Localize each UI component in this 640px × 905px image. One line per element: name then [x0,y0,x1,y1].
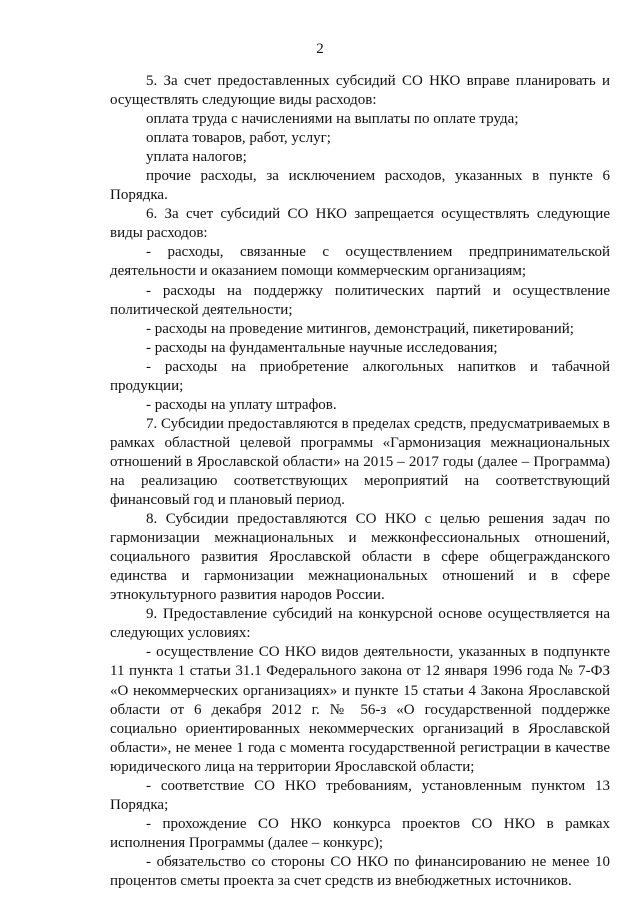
list-item-business: - расходы, связанные с осуществлением предпринимательской деятельности и оказанием помощи коммерческим организациям; [110,244,610,280]
list-item-labor: оплата труда с начислениями на выплаты по оплате труда; [146,111,519,128]
list-item-alcohol: - расходы на приобретение алкогольных напитков и табачной продукции; [110,358,610,394]
paragraph-5-intro: 5. За счет предоставленных субсидий СО НКО вправе планировать и осуществлять следующие виды расходов: [110,73,610,109]
list-item-rallies: - расходы на проведение митингов, демонстраций, пикетирований; [146,320,574,337]
list-item-taxes: уплата налогов; [146,149,247,166]
document-body [110,72,610,891]
list-item-activity: - осуществление СО НКО видов деятельности, указанных в подпункте 11 пункта 1 статьи 31.1 Федерального закона от 12 января 1996 года № 7-ФЗ «О некоммерческих организациях» и пункте 15 статьи 4 Закона Ярославской области от 6 декабря 2012 г. № 56-з «О государственной поддержке социально ориентированных некоммерческих организаций в Ярославской области», не менее 1 года с момента государственной регистрации в качестве юридического лица на территории Ярославской области; [110,644,610,775]
list-item-requirements: - соответствие СО НКО требованиям, установленным пунктом 13 Порядка; [110,777,610,813]
paragraph-6-intro: 6. За счет субсидий СО НКО запрещается осуществлять следующие виды расходов: [110,206,610,242]
list-item-cofinancing: - обязательство со стороны СО НКО по финансированию не менее 10 процентов сметы проекта за счет средств из внебюджетных источников. [110,853,610,889]
paragraph-8: 8. Субсидии предоставляются СО НКО с целью решения задач по гармонизации межнациональных и межконфессиональных отношений, социального развития Ярославской области в сфере общегражданского единства и гармонизации межнациональных отношений и в сфере этнокультурного развития народов России. [110,511,610,604]
list-item-research: - расходы на фундаментальные научные исследования; [146,339,498,356]
list-item-politics: - расходы на поддержку политических партий и осуществление политической деятельности; [110,282,610,318]
list-item-other: прочие расходы, за исключением расходов, указанных в пункте 6 Порядка. [110,168,610,204]
paragraph-9-intro: 9. Предоставление субсидий на конкурсной основе осуществляется на следующих условиях: [110,606,610,642]
paragraph-7: 7. Субсидии предоставляются в пределах средств, предусматриваемых в рамках областной целевой программы «Гармонизация межнациональных отношений в Ярославской области» на 2015 – 2017 годы (далее – Программа) на реализацию соответствующих мероприятий на соответствующий финансовый год и плановый период. [110,415,610,509]
list-item-goods: оплата товаров, работ, услуг; [146,130,331,147]
page-number: 2 [316,41,324,57]
list-item-fines: - расходы на уплату штрафов. [146,396,337,413]
list-item-contest: - прохождение СО НКО конкурса проектов СО НКО в рамках исполнения Программы (далее – конкурс); [110,815,610,851]
